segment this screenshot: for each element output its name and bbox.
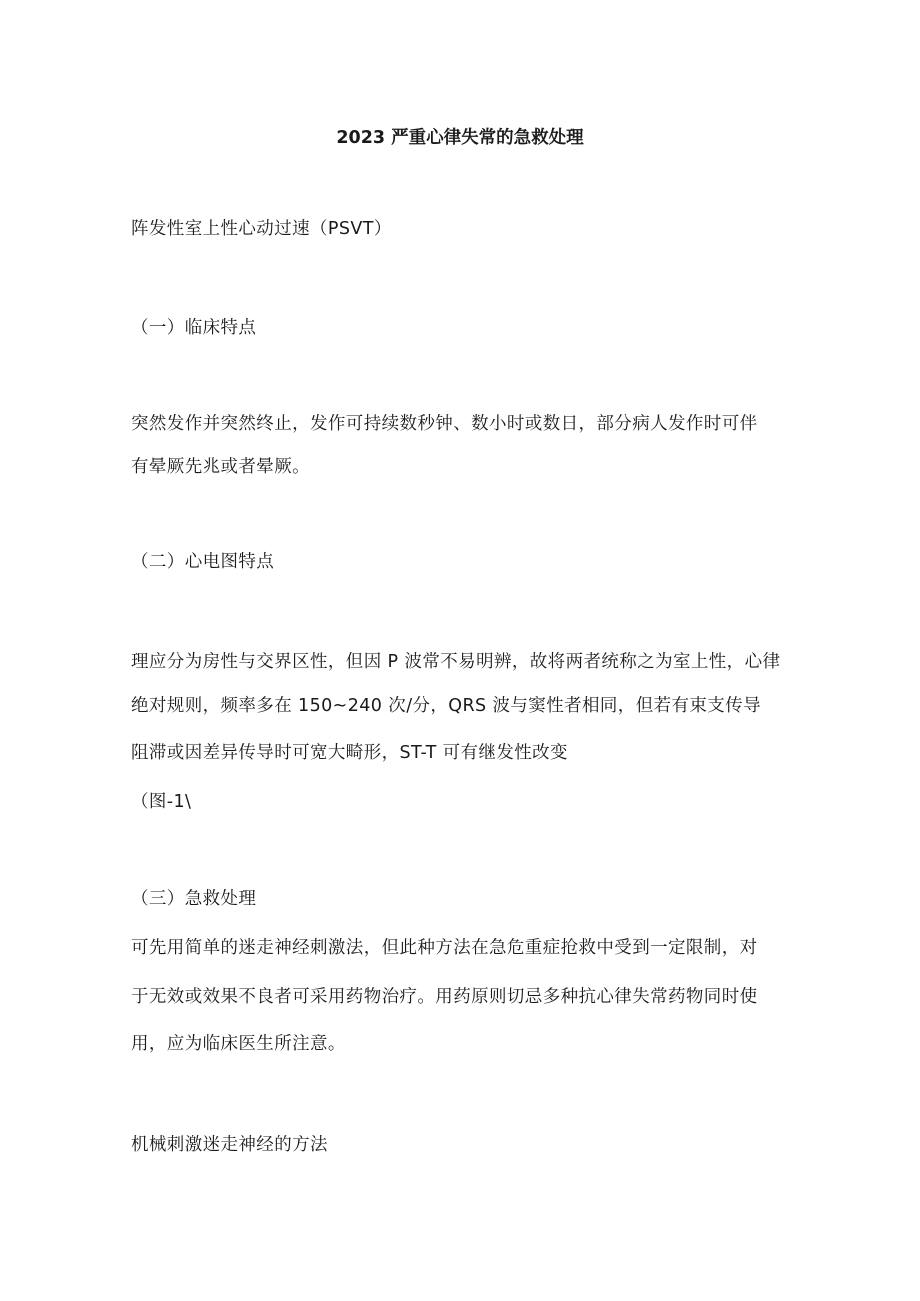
document-title: 2023 严重心律失常的急救处理 (336, 128, 584, 148)
emergency-line-2: 于无效或效果不良者可采用药物治疗。用药原则切忌多种抗心律失常药物同时使 (131, 987, 758, 1007)
ecg-figure-ref: （图-1\ (131, 792, 192, 812)
emergency-line-3: 用，应为临床医生所注意。 (131, 1034, 346, 1054)
emergency-line-1: 可先用简单的迷走神经刺激法，但此种方法在急危重症抢救中受到一定限制，对 (131, 938, 758, 958)
clinical-heading: （一）临床特点 (131, 318, 257, 338)
ecg-line-1: 理应分为房性与交界区性，但因 P 波常不易明辨，故将两者统称之为室上性，心律 (131, 652, 781, 672)
ecg-line-2: 绝对规则，频率多在 150~240 次/分，QRS 波与窦性者相同，但若有束支传导 (131, 696, 761, 716)
ecg-line-3: 阻滞或因差异传导时可宽大畸形，ST-T 可有继发性改变 (131, 743, 568, 763)
section-heading: 阵发性室上性心动过速（PSVT） (131, 219, 392, 239)
clinical-line-1: 突然发作并突然终止，发作可持续数秒钟、数小时或数日，部分病人发作时可伴 (131, 414, 758, 434)
emergency-heading: （三）急救处理 (131, 889, 257, 909)
ecg-heading: （二）心电图特点 (131, 552, 275, 572)
clinical-line-2: 有晕厥先兆或者晕厥。 (131, 457, 310, 477)
vagal-heading: 机械刺激迷走神经的方法 (131, 1135, 328, 1155)
